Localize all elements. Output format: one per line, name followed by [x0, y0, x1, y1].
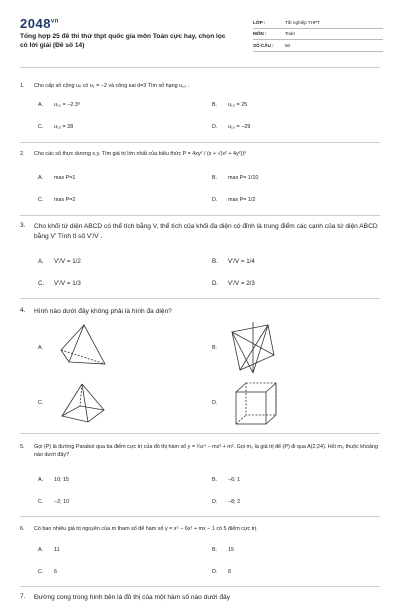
meta-key: SỐ CÂU : — [253, 42, 274, 48]
option-d[interactable] — [212, 197, 255, 203]
option-letter: C. — [38, 400, 44, 406]
option-text: V'/V = 1/4 — [228, 258, 255, 265]
question-text: Đường cong trong hình bên là đồ thị của một hàm số nào dưới đây — [34, 594, 230, 601]
question-number: 5. — [20, 444, 25, 450]
option-text: max P=1 — [54, 175, 76, 181]
option-c[interactable] — [38, 280, 81, 287]
question-number: 2. — [20, 151, 25, 157]
option-letter: A. — [38, 102, 44, 108]
question-5 — [20, 444, 380, 460]
option-letter: B. — [212, 258, 218, 265]
question-text: Có bao nhiêu giá trị nguyên của m tham số để hàm số y = x⁵ − 6x² + mx − 1 có 5 điểm cực trị. — [34, 526, 258, 532]
option-letter: D. — [212, 499, 218, 505]
divider — [20, 142, 380, 143]
question-text: Cho các số thực dương x,y. Tìm giá trị lớn nhất của biểu thức P = 4xy² / (x + √(x² + 4y²))³ — [34, 151, 246, 157]
option-c[interactable] — [38, 400, 54, 406]
question-number: 4. — [20, 307, 26, 314]
question-2 — [20, 151, 380, 159]
option-text: max P=2 — [54, 197, 76, 203]
option-letter: D. — [212, 197, 218, 203]
option-text: max P= 1/2 — [228, 197, 256, 203]
meta-row-class — [253, 17, 383, 29]
option-text: 10; 15 — [54, 477, 69, 483]
divider — [20, 586, 380, 587]
option-letter: B. — [212, 345, 218, 351]
option-d[interactable] — [212, 569, 231, 575]
question-4 — [20, 307, 380, 317]
option-a[interactable] — [38, 175, 75, 181]
option-letter: D. — [212, 280, 219, 287]
star-polyhedron-figure — [228, 320, 278, 376]
option-letter: A. — [38, 345, 44, 351]
option-letter: D. — [212, 569, 218, 575]
divider — [20, 67, 380, 68]
option-letter: B. — [212, 102, 218, 108]
divider — [20, 215, 380, 216]
option-letter: C. — [38, 197, 44, 203]
option-letter: A. — [38, 258, 44, 265]
meta-value: Tốt nghiệp THPT — [285, 19, 320, 25]
option-text: u₁₀ = −29 — [228, 124, 251, 130]
question-text: Hình nào dưới đây không phải là hình đa diện? — [34, 308, 172, 315]
option-c[interactable] — [38, 197, 75, 203]
option-d[interactable] — [212, 400, 228, 406]
option-d[interactable] — [212, 499, 240, 505]
option-text: u₁₀ = 25 — [228, 102, 248, 108]
question-text: Cho khối tứ diện ABCD có thể tích bằng V, thể tích của khối đa diện có đỉnh là trung điểm các cạnh của tứ diện ABCD bằng V' Tính tỉ số V'/V . — [34, 223, 378, 240]
question-number: 7. — [20, 593, 26, 600]
option-a[interactable] — [38, 258, 81, 265]
option-letter: D. — [212, 124, 218, 130]
question-number: 3. — [20, 222, 26, 229]
option-letter: B. — [212, 477, 218, 483]
option-text: 6 — [54, 569, 57, 575]
option-letter: C. — [38, 280, 45, 287]
option-a[interactable] — [38, 547, 60, 553]
option-b[interactable] — [212, 477, 240, 483]
option-b[interactable] — [212, 547, 234, 553]
option-b[interactable] — [212, 258, 255, 265]
option-a[interactable] — [38, 102, 80, 108]
logo: $2048^{vn}$ — [20, 16, 59, 31]
option-letter: B. — [212, 547, 218, 553]
question-3 — [20, 222, 380, 241]
option-letter: C. — [38, 569, 44, 575]
meta-row-count — [253, 40, 383, 52]
question-7 — [20, 593, 380, 603]
divider — [20, 516, 380, 517]
meta-table — [253, 17, 383, 52]
option-d[interactable] — [212, 280, 255, 287]
divider — [20, 298, 380, 299]
meta-key: LỚP : — [253, 19, 266, 25]
option-b[interactable] — [212, 345, 228, 351]
meta-value: Toán — [285, 31, 295, 37]
option-text: −6; 1 — [228, 477, 241, 483]
meta-value: 50 — [285, 42, 291, 48]
meta-key: MÔN : — [253, 31, 267, 37]
option-c[interactable] — [38, 124, 73, 130]
option-text: 8 — [228, 569, 231, 575]
question-number: 1. — [20, 83, 25, 89]
option-text: V'/V = 2/3 — [228, 280, 255, 287]
option-text: 15 — [228, 547, 234, 553]
question-text: Cho cấp số cộng uₙ có u₁ = −2 và công sai d=3 Tìm số hạng u₁₀ . — [34, 83, 190, 89]
option-letter: A. — [38, 175, 44, 181]
option-text: u₁₀ = 28 — [54, 124, 74, 130]
option-c[interactable] — [38, 569, 57, 575]
option-d[interactable] — [212, 124, 250, 130]
option-letter: A. — [38, 547, 44, 553]
question-text: Gọi (P) là đường Parabol qua ba điểm cực trị của đồ thị hàm số y = ¼x⁴ − mx² + m². Gọi m₀ là giá trị để (P) đi qua A(2;24). Hỏi m₀ thuộc khoảng nào dưới đây? — [34, 444, 378, 458]
option-letter: D. — [212, 400, 218, 406]
document-title: Tổng hợp 25 đề thi thử thpt quốc gia môn Toán cực hay, chọn lọc có lời giải (Đề số 14) — [20, 33, 226, 50]
option-text: max P= 1/10 — [228, 175, 259, 181]
option-text: u₁₀ = −2.3⁹ — [54, 102, 81, 108]
question-6 — [20, 526, 380, 534]
meta-row-subject — [253, 29, 383, 41]
option-text: 11 — [54, 547, 60, 553]
option-text: V'/V = 1/2 — [54, 258, 81, 265]
pyramid-figure — [58, 382, 108, 426]
option-a[interactable] — [38, 345, 54, 351]
triangular-pyramid-figure — [55, 322, 115, 370]
option-letter: A. — [38, 477, 44, 483]
option-text: −8; 2 — [228, 499, 241, 505]
option-text: −2; 10 — [54, 499, 70, 505]
question-1 — [20, 83, 380, 91]
option-a[interactable] — [38, 477, 69, 483]
option-letter: C. — [38, 124, 44, 130]
option-letter: C. — [38, 499, 44, 505]
option-text: V'/V = 1/3 — [54, 280, 81, 287]
option-letter: B. — [212, 175, 218, 181]
question-number: 6. — [20, 526, 25, 532]
option-b[interactable] — [212, 175, 258, 181]
cube-figure — [232, 380, 282, 428]
option-b[interactable] — [212, 102, 247, 108]
option-c[interactable] — [38, 499, 69, 505]
divider — [20, 433, 380, 434]
